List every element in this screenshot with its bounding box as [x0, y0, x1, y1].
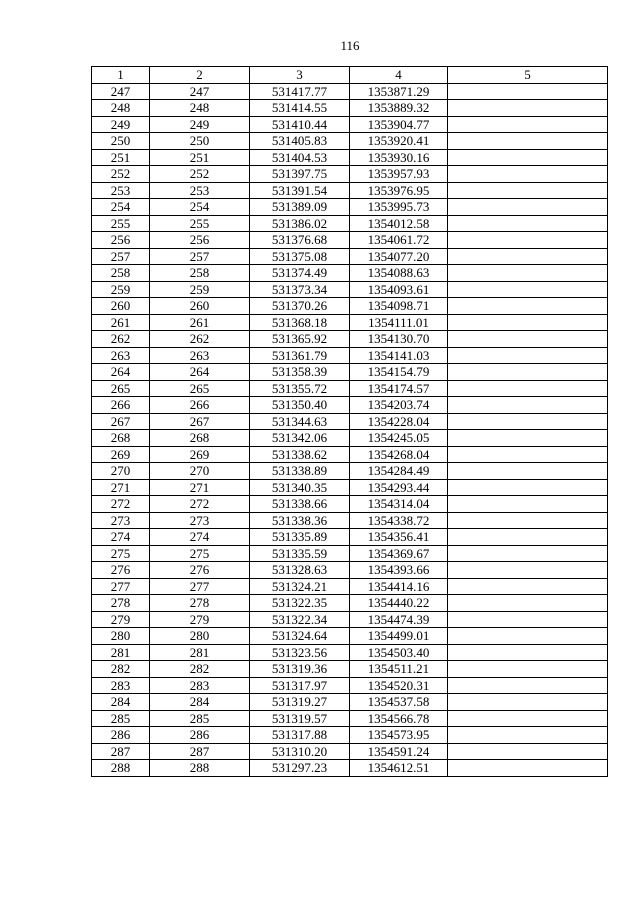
notes-cell [448, 314, 608, 331]
point-id-cell: 264 [150, 364, 250, 381]
column-header-2: 2 [150, 67, 250, 84]
x-coordinate-cell: 531328.63 [250, 562, 350, 579]
point-number-cell: 265 [92, 380, 150, 397]
notes-cell [448, 380, 608, 397]
table-row [92, 314, 608, 331]
table-row [92, 661, 608, 678]
point-id-cell: 275 [150, 545, 250, 562]
x-coordinate-cell: 531322.34 [250, 611, 350, 628]
column-header-4: 4 [350, 67, 448, 84]
notes-cell [448, 677, 608, 694]
point-id-cell: 270 [150, 463, 250, 480]
x-coordinate-cell: 531358.39 [250, 364, 350, 381]
y-coordinate-cell: 1354093.61 [350, 281, 448, 298]
x-coordinate-cell: 531391.54 [250, 182, 350, 199]
y-coordinate-cell: 1353976.95 [350, 182, 448, 199]
point-number-cell: 248 [92, 100, 150, 117]
y-coordinate-cell: 1354573.95 [350, 727, 448, 744]
table-row [92, 727, 608, 744]
x-coordinate-cell: 531376.68 [250, 232, 350, 249]
notes-cell [448, 281, 608, 298]
table-row [92, 628, 608, 645]
table-row [92, 397, 608, 414]
notes-cell [448, 347, 608, 364]
y-coordinate-cell: 1354098.71 [350, 298, 448, 315]
notes-cell [448, 215, 608, 232]
point-id-cell: 271 [150, 479, 250, 496]
notes-cell [448, 512, 608, 529]
point-number-cell: 277 [92, 578, 150, 595]
table-row [92, 562, 608, 579]
point-number-cell: 279 [92, 611, 150, 628]
point-id-cell: 272 [150, 496, 250, 513]
table-row [92, 512, 608, 529]
notes-cell [448, 331, 608, 348]
notes-cell [448, 116, 608, 133]
x-coordinate-cell: 531365.92 [250, 331, 350, 348]
point-id-cell: 285 [150, 710, 250, 727]
point-number-cell: 250 [92, 133, 150, 150]
notes-cell [448, 149, 608, 166]
y-coordinate-cell: 1353889.32 [350, 100, 448, 117]
point-number-cell: 253 [92, 182, 150, 199]
table-row [92, 232, 608, 249]
point-id-cell: 278 [150, 595, 250, 612]
x-coordinate-cell: 531319.57 [250, 710, 350, 727]
y-coordinate-cell: 1354245.05 [350, 430, 448, 447]
point-id-cell: 269 [150, 446, 250, 463]
notes-cell [448, 545, 608, 562]
table-row [92, 479, 608, 496]
y-coordinate-cell: 1354503.40 [350, 644, 448, 661]
y-coordinate-cell: 1354499.01 [350, 628, 448, 645]
y-coordinate-cell: 1354088.63 [350, 265, 448, 282]
table-row [92, 760, 608, 777]
point-id-cell: 259 [150, 281, 250, 298]
point-number-cell: 263 [92, 347, 150, 364]
notes-cell [448, 628, 608, 645]
table-row [92, 298, 608, 315]
y-coordinate-cell: 1354012.58 [350, 215, 448, 232]
table-row [92, 133, 608, 150]
point-number-cell: 252 [92, 166, 150, 183]
point-number-cell: 288 [92, 760, 150, 777]
notes-cell [448, 496, 608, 513]
x-coordinate-cell: 531317.88 [250, 727, 350, 744]
table-row [92, 331, 608, 348]
table-row [92, 265, 608, 282]
notes-cell [448, 199, 608, 216]
table-row [92, 364, 608, 381]
notes-cell [448, 578, 608, 595]
point-id-cell: 257 [150, 248, 250, 265]
table-row [92, 644, 608, 661]
table-row [92, 529, 608, 546]
point-id-cell: 281 [150, 644, 250, 661]
notes-cell [448, 133, 608, 150]
point-id-cell: 268 [150, 430, 250, 447]
point-id-cell: 251 [150, 149, 250, 166]
point-number-cell: 278 [92, 595, 150, 612]
y-coordinate-cell: 1354338.72 [350, 512, 448, 529]
point-number-cell: 269 [92, 446, 150, 463]
point-number-cell: 254 [92, 199, 150, 216]
y-coordinate-cell: 1354474.39 [350, 611, 448, 628]
table-row [92, 199, 608, 216]
coordinates-table [91, 66, 608, 777]
notes-cell [448, 232, 608, 249]
notes-cell [448, 413, 608, 430]
point-number-cell: 247 [92, 83, 150, 100]
table-row [92, 430, 608, 447]
table-row [92, 677, 608, 694]
point-id-cell: 279 [150, 611, 250, 628]
table-row [92, 595, 608, 612]
point-id-cell: 273 [150, 512, 250, 529]
table-row [92, 215, 608, 232]
x-coordinate-cell: 531344.63 [250, 413, 350, 430]
table-row [92, 611, 608, 628]
x-coordinate-cell: 531386.02 [250, 215, 350, 232]
y-coordinate-cell: 1354268.04 [350, 446, 448, 463]
x-coordinate-cell: 531397.75 [250, 166, 350, 183]
point-number-cell: 260 [92, 298, 150, 315]
x-coordinate-cell: 531335.89 [250, 529, 350, 546]
notes-cell [448, 446, 608, 463]
column-header-5: 5 [448, 67, 608, 84]
column-header-3: 3 [250, 67, 350, 84]
x-coordinate-cell: 531324.64 [250, 628, 350, 645]
y-coordinate-cell: 1353930.16 [350, 149, 448, 166]
y-coordinate-cell: 1354356.41 [350, 529, 448, 546]
point-id-cell: 247 [150, 83, 250, 100]
point-id-cell: 254 [150, 199, 250, 216]
y-coordinate-cell: 1354537.58 [350, 694, 448, 711]
point-id-cell: 255 [150, 215, 250, 232]
notes-cell [448, 83, 608, 100]
notes-cell [448, 595, 608, 612]
point-number-cell: 261 [92, 314, 150, 331]
point-number-cell: 262 [92, 331, 150, 348]
x-coordinate-cell: 531417.77 [250, 83, 350, 100]
point-id-cell: 253 [150, 182, 250, 199]
y-coordinate-cell: 1354141.03 [350, 347, 448, 364]
x-coordinate-cell: 531338.89 [250, 463, 350, 480]
notes-cell [448, 430, 608, 447]
y-coordinate-cell: 1354228.04 [350, 413, 448, 430]
x-coordinate-cell: 531338.66 [250, 496, 350, 513]
notes-cell [448, 760, 608, 777]
point-id-cell: 286 [150, 727, 250, 744]
point-number-cell: 276 [92, 562, 150, 579]
notes-cell [448, 397, 608, 414]
notes-cell [448, 694, 608, 711]
y-coordinate-cell: 1354612.51 [350, 760, 448, 777]
y-coordinate-cell: 1353871.29 [350, 83, 448, 100]
y-coordinate-cell: 1354111.01 [350, 314, 448, 331]
notes-cell [448, 100, 608, 117]
notes-cell [448, 727, 608, 744]
page-number: 116 [340, 38, 360, 53]
table-row [92, 347, 608, 364]
y-coordinate-cell: 1354369.67 [350, 545, 448, 562]
y-coordinate-cell: 1353920.41 [350, 133, 448, 150]
point-number-cell: 274 [92, 529, 150, 546]
point-number-cell: 273 [92, 512, 150, 529]
point-number-cell: 275 [92, 545, 150, 562]
point-id-cell: 266 [150, 397, 250, 414]
x-coordinate-cell: 531414.55 [250, 100, 350, 117]
point-id-cell: 249 [150, 116, 250, 133]
notes-cell [448, 463, 608, 480]
y-coordinate-cell: 1354154.79 [350, 364, 448, 381]
point-id-cell: 274 [150, 529, 250, 546]
table-row [92, 743, 608, 760]
point-id-cell: 288 [150, 760, 250, 777]
notes-cell [448, 661, 608, 678]
table-row [92, 496, 608, 513]
x-coordinate-cell: 531324.21 [250, 578, 350, 595]
x-coordinate-cell: 531375.08 [250, 248, 350, 265]
point-number-cell: 267 [92, 413, 150, 430]
table-row [92, 149, 608, 166]
x-coordinate-cell: 531361.79 [250, 347, 350, 364]
y-coordinate-cell: 1354174.57 [350, 380, 448, 397]
point-id-cell: 280 [150, 628, 250, 645]
y-coordinate-cell: 1354414.16 [350, 578, 448, 595]
point-id-cell: 252 [150, 166, 250, 183]
table-row [92, 100, 608, 117]
point-number-cell: 255 [92, 215, 150, 232]
point-number-cell: 280 [92, 628, 150, 645]
y-coordinate-cell: 1354393.66 [350, 562, 448, 579]
notes-cell [448, 710, 608, 727]
notes-cell [448, 364, 608, 381]
notes-cell [448, 248, 608, 265]
point-number-cell: 268 [92, 430, 150, 447]
header-row [92, 67, 608, 84]
y-coordinate-cell: 1354520.31 [350, 677, 448, 694]
x-coordinate-cell: 531338.36 [250, 512, 350, 529]
x-coordinate-cell: 531410.44 [250, 116, 350, 133]
x-coordinate-cell: 531370.26 [250, 298, 350, 315]
table-body [92, 83, 608, 776]
table-row [92, 710, 608, 727]
table-row [92, 446, 608, 463]
point-id-cell: 262 [150, 331, 250, 348]
point-id-cell: 277 [150, 578, 250, 595]
point-number-cell: 283 [92, 677, 150, 694]
x-coordinate-cell: 531310.20 [250, 743, 350, 760]
x-coordinate-cell: 531340.35 [250, 479, 350, 496]
y-coordinate-cell: 1354061.72 [350, 232, 448, 249]
point-number-cell: 264 [92, 364, 150, 381]
notes-cell [448, 611, 608, 628]
table-row [92, 166, 608, 183]
notes-cell [448, 743, 608, 760]
point-number-cell: 287 [92, 743, 150, 760]
point-number-cell: 286 [92, 727, 150, 744]
column-header-1: 1 [92, 67, 150, 84]
table-row [92, 83, 608, 100]
notes-cell [448, 562, 608, 579]
x-coordinate-cell: 531323.56 [250, 644, 350, 661]
table-row [92, 281, 608, 298]
y-coordinate-cell: 1354440.22 [350, 595, 448, 612]
point-number-cell: 256 [92, 232, 150, 249]
point-number-cell: 249 [92, 116, 150, 133]
notes-cell [448, 298, 608, 315]
notes-cell [448, 182, 608, 199]
notes-cell [448, 265, 608, 282]
point-id-cell: 261 [150, 314, 250, 331]
point-number-cell: 257 [92, 248, 150, 265]
point-id-cell: 276 [150, 562, 250, 579]
point-id-cell: 284 [150, 694, 250, 711]
point-number-cell: 281 [92, 644, 150, 661]
x-coordinate-cell: 531373.34 [250, 281, 350, 298]
x-coordinate-cell: 531317.97 [250, 677, 350, 694]
y-coordinate-cell: 1354130.70 [350, 331, 448, 348]
point-id-cell: 256 [150, 232, 250, 249]
point-number-cell: 272 [92, 496, 150, 513]
y-coordinate-cell: 1354077.20 [350, 248, 448, 265]
table-row [92, 380, 608, 397]
point-id-cell: 265 [150, 380, 250, 397]
notes-cell [448, 644, 608, 661]
x-coordinate-cell: 531389.09 [250, 199, 350, 216]
table-row [92, 413, 608, 430]
point-id-cell: 258 [150, 265, 250, 282]
point-id-cell: 267 [150, 413, 250, 430]
y-coordinate-cell: 1354203.74 [350, 397, 448, 414]
point-number-cell: 271 [92, 479, 150, 496]
x-coordinate-cell: 531319.36 [250, 661, 350, 678]
x-coordinate-cell: 531374.49 [250, 265, 350, 282]
x-coordinate-cell: 531297.23 [250, 760, 350, 777]
table-row [92, 248, 608, 265]
point-number-cell: 258 [92, 265, 150, 282]
point-id-cell: 260 [150, 298, 250, 315]
notes-cell [448, 479, 608, 496]
y-coordinate-cell: 1354511.21 [350, 661, 448, 678]
y-coordinate-cell: 1354293.44 [350, 479, 448, 496]
x-coordinate-cell: 531405.83 [250, 133, 350, 150]
point-number-cell: 266 [92, 397, 150, 414]
table-header [92, 67, 608, 84]
y-coordinate-cell: 1353904.77 [350, 116, 448, 133]
x-coordinate-cell: 531355.72 [250, 380, 350, 397]
point-number-cell: 270 [92, 463, 150, 480]
point-number-cell: 251 [92, 149, 150, 166]
notes-cell [448, 529, 608, 546]
y-coordinate-cell: 1354566.78 [350, 710, 448, 727]
y-coordinate-cell: 1354591.24 [350, 743, 448, 760]
point-id-cell: 248 [150, 100, 250, 117]
table-row [92, 182, 608, 199]
point-id-cell: 282 [150, 661, 250, 678]
point-number-cell: 284 [92, 694, 150, 711]
point-id-cell: 250 [150, 133, 250, 150]
x-coordinate-cell: 531322.35 [250, 595, 350, 612]
table-row [92, 578, 608, 595]
y-coordinate-cell: 1353995.73 [350, 199, 448, 216]
x-coordinate-cell: 531350.40 [250, 397, 350, 414]
table-row [92, 463, 608, 480]
x-coordinate-cell: 531404.53 [250, 149, 350, 166]
point-id-cell: 283 [150, 677, 250, 694]
point-number-cell: 282 [92, 661, 150, 678]
y-coordinate-cell: 1354314.04 [350, 496, 448, 513]
table-row [92, 694, 608, 711]
point-id-cell: 263 [150, 347, 250, 364]
x-coordinate-cell: 531335.59 [250, 545, 350, 562]
point-number-cell: 285 [92, 710, 150, 727]
x-coordinate-cell: 531338.62 [250, 446, 350, 463]
point-id-cell: 287 [150, 743, 250, 760]
table-row [92, 116, 608, 133]
y-coordinate-cell: 1354284.49 [350, 463, 448, 480]
y-coordinate-cell: 1353957.93 [350, 166, 448, 183]
notes-cell [448, 166, 608, 183]
table-row [92, 545, 608, 562]
x-coordinate-cell: 531368.18 [250, 314, 350, 331]
x-coordinate-cell: 531342.06 [250, 430, 350, 447]
x-coordinate-cell: 531319.27 [250, 694, 350, 711]
point-number-cell: 259 [92, 281, 150, 298]
